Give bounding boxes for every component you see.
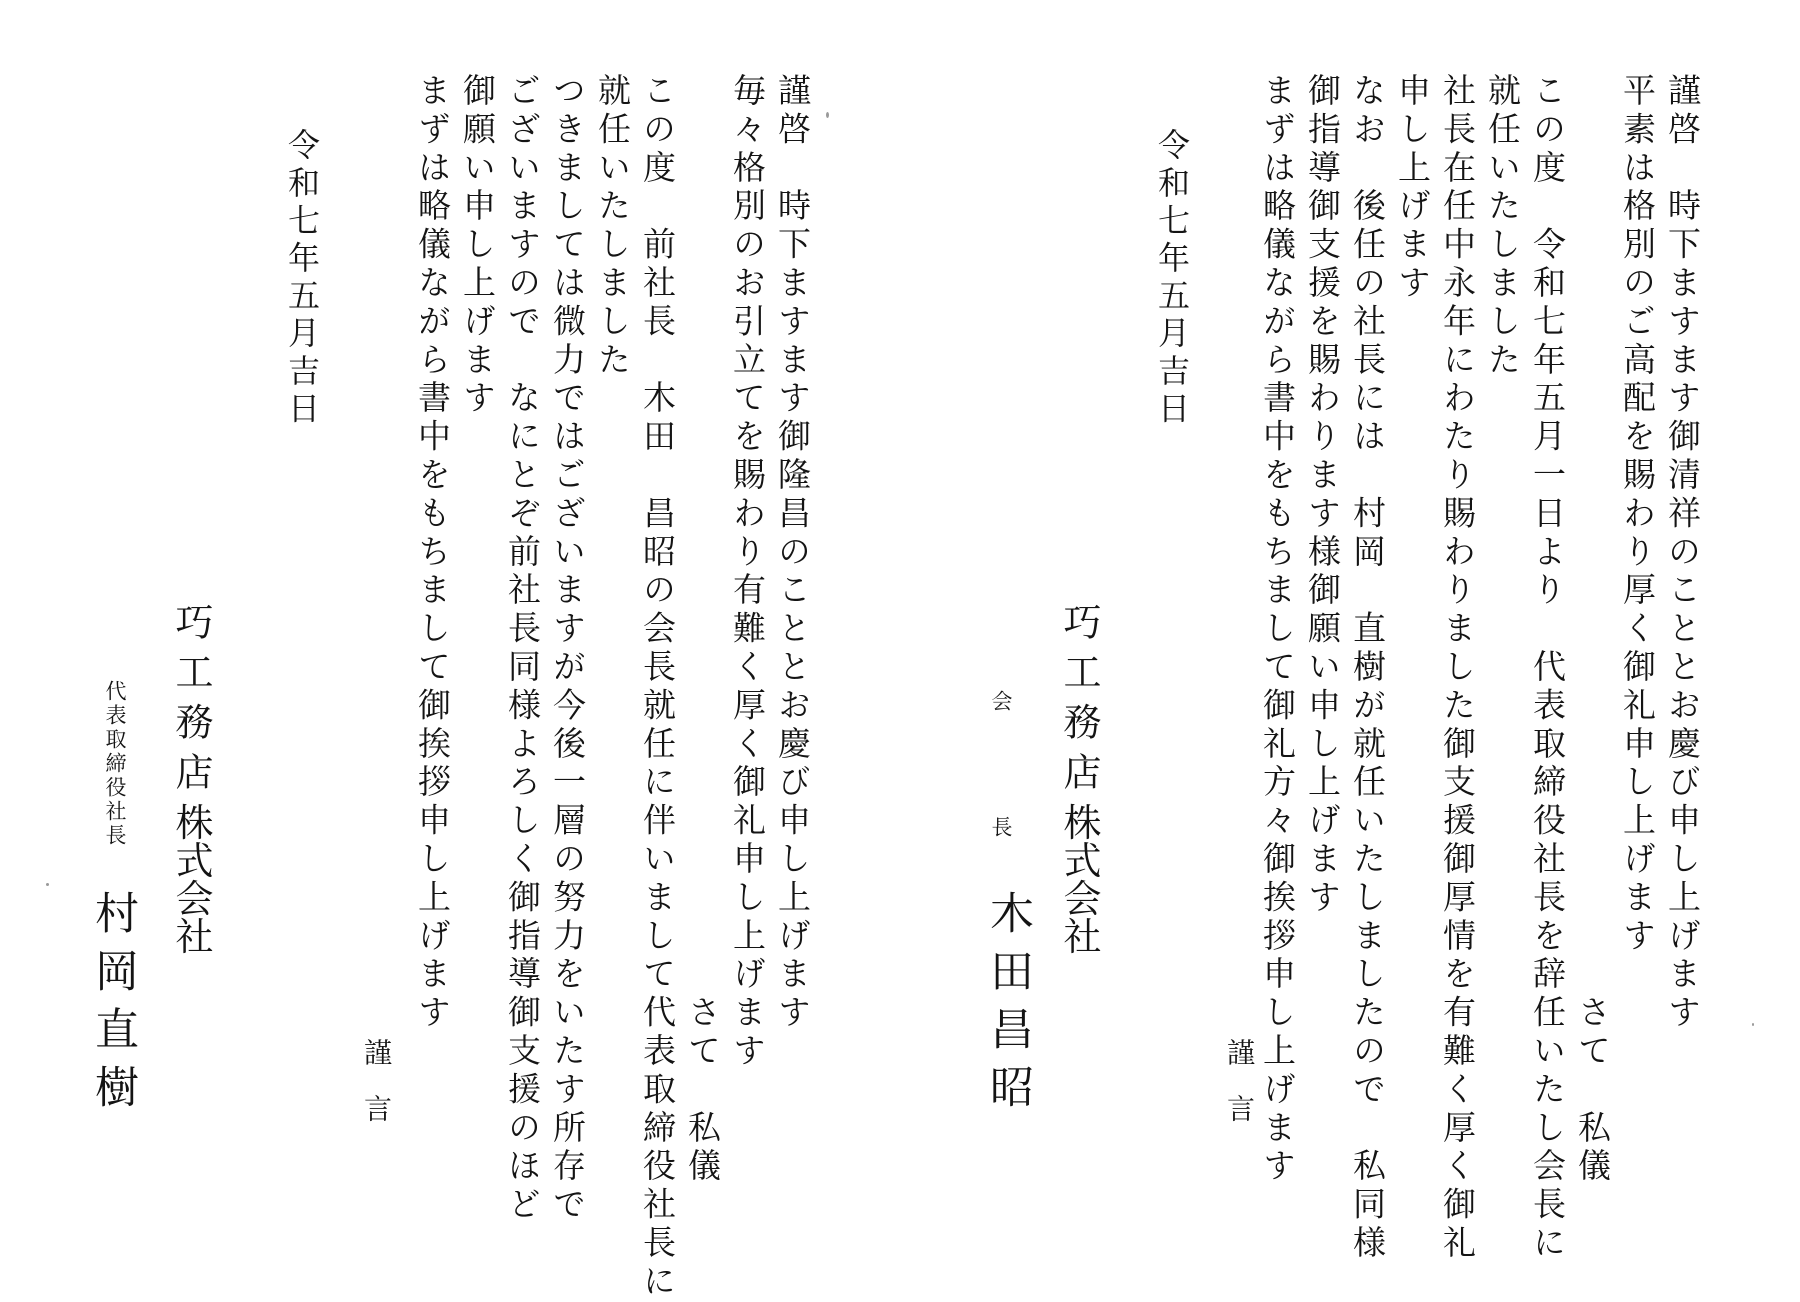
company-name: 巧 工 務 店 株式会社 [1057, 602, 1101, 955]
letter-line: なお 後任の社長には 村岡 直樹が就任いたしましたので 私同様 [1348, 73, 1387, 1264]
closing-word: 謹 言 [360, 1038, 393, 1122]
letter-line: 申し上げます [1393, 73, 1432, 304]
letter-line: 社長在任中永年にわたり賜わりました御支援御厚情を有難く厚く御礼 [1438, 73, 1477, 1264]
scan-speck [1752, 1023, 1754, 1026]
signer-name: 村 岡 直 樹 [87, 890, 138, 1108]
letter-line: 毎々格別のお引立てを賜わり有難く厚く御礼申し上げます [728, 73, 767, 1072]
letter-line: ございますので なにとぞ前社長同様よろしく御指導御支援のほど [503, 73, 542, 1225]
letter-line: この度 令和七年五月一日より 代表取締役社長を辞任いたし会長に [1528, 73, 1567, 1264]
letter-line: 御願い申し上げます [458, 73, 497, 419]
letter-date: 令和七年五月吉日 [283, 128, 321, 429]
signer-name: 木 田 昌 昭 [982, 890, 1033, 1108]
letter-line: さて 私儀 [1573, 73, 1612, 1187]
scan-speck [826, 112, 829, 118]
letter-line: この度 前社長 木田 昌昭の会長就任に伴いまして代表取締役社長に [638, 73, 677, 1302]
company-name: 巧 工 務 店 株式会社 [169, 602, 213, 955]
letter-line: 就任いたしました [1483, 73, 1522, 381]
letter-line: 御指導御支援を賜わります様御願い申し上げます [1303, 73, 1342, 918]
letter-date: 令和七年五月吉日 [1153, 128, 1191, 429]
letter-line: 謹啓 時下ますます御隆昌のこととお慶び申し上げます [773, 73, 812, 1033]
scan-speck [46, 883, 49, 886]
letter-line: さて 私儀 [683, 73, 722, 1187]
letter-line: まずは略儀ながら書中をもちまして御挨拶申し上げます [413, 73, 452, 1033]
closing-word: 謹 言 [1223, 1038, 1256, 1122]
letter-line: 就任いたしました [593, 73, 632, 381]
letter-line: まずは略儀ながら書中をもちまして御礼方々御挨拶申し上げます [1258, 73, 1297, 1187]
signer-title: 会 長 [989, 690, 1013, 879]
letter-line: つきましては微力ではございますが今後一層の努力をいたす所存で [548, 73, 587, 1225]
letter-line: 平素は格別のご高配を賜わり厚く御礼申し上げます [1618, 73, 1657, 957]
signer-title: 代表取締役社長 [103, 680, 127, 848]
letter-line: 謹啓 時下ますます御清祥のこととお慶び申し上げます [1663, 73, 1702, 1033]
